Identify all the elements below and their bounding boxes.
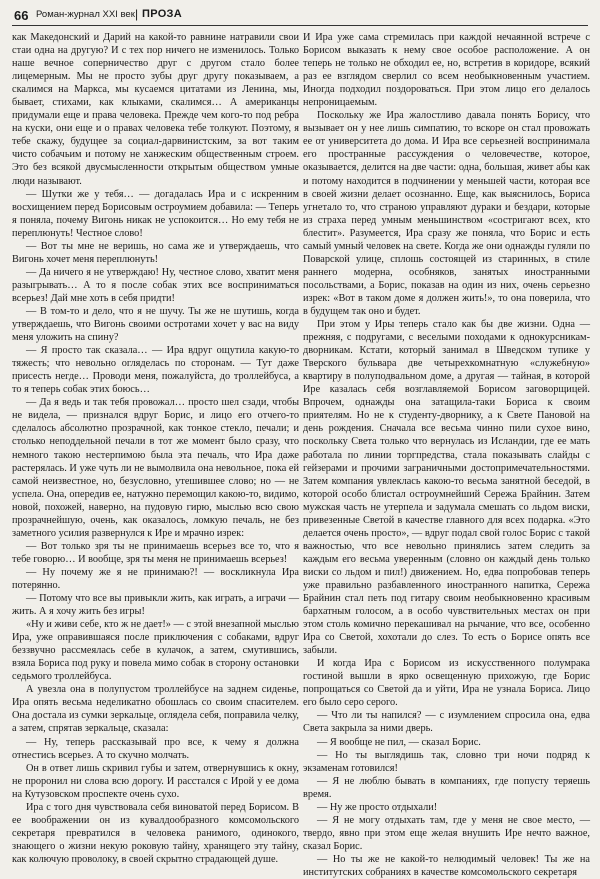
left-text-column	[12, 31, 299, 865]
paragraph: — Ну же просто отдыхали!	[317, 801, 438, 813]
paragraph: — Ну, теперь рассказывай про все, к чему я должна отнестись всерьез. А то скучно молчать.	[12, 736, 299, 761]
right-text-column	[303, 31, 590, 878]
paragraph: — Да я ведь и так тебя провожал… просто шел сзади, чтобы не видела, — признался вдруг Борис, и лицо его отчего-то сделалось абсолютно прозрачной, как тонкое стекло, печали; и столько неподдельной печали в тот же момент было сразу, что немного такою нестерпимою была эта печаль, что Ира даже растерялась. И уже чуть ли не вымолвила она невольное, пока ей самой неизвестное, но, безусловно, утешившее слово; но — не успела. Она, опередив ее, натужно перемощил какою-то, видимо, новой, похожей, наверно, на пудовую гирю, мыслью всю свою прозрачнейшую, очень, как оказалось, ломкую печаль, не без заметного усилия развернулся к Ире и мрачно изрек:	[12, 397, 299, 539]
paragraph: — Что ли ты напился? — с изумлением спросила она, едва Света закрыла за ними дверь.	[303, 710, 590, 735]
paragraph: — Потому что все вы привыкли жить, как играть, а играчи — жить. А я хочу жить без игры!	[12, 593, 299, 618]
paragraph: — Да ничего я не утверждаю! Ну, честное слово, хватит меня разыгрывать… А то я после собак этих все восприниматься всерьез! Дай мне хоть в себя придти!	[12, 266, 299, 304]
column-gutter	[298, 31, 299, 857]
paragraph: Он в ответ лишь скривил губы и затем, отвернувшись к окну, не проронил ни слова всю дорогу. И расстался с Ирой у ее дома на Кутузовском проспекте очень сухо.	[12, 762, 299, 800]
paragraph: — Я не могу отдыхать там, где у меня не свое место, — твердо, явно при этом еще желая внушить Ире нечто важное, сказал Борис.	[303, 814, 590, 852]
paragraph: «Ну и живи себе, кто ж не дает!» — с этой внезапной мыслью Ира, уже оправившаяся после приключения с собаками, вдруг беззвучно рассмеялась себе в кулачок, а затем, смутившись, взяла Бориса под руку и повела мимо собак в сторону остановки седьмого троллейбуса.	[12, 619, 299, 683]
paragraph: При этом у Иры теперь стало как бы две жизни. Одна — прежняя, с подругами, с веселыми походами к однокурсникам-дворникам. Кстати, который занимал в Шведском тупике у Тверского бульвара две четырехкомнатную «служебную» квартиру в полуподвальном доме, а другая — тайная, в которой Ире казалась себя возглавляемой Борисом заговорщицей. Впрочем, однажды она затащила-таки Бориса к своим приятелям. Но не к студенту-дворнику, а к Свете Пановой на день рождения. Сначала все весьма чинно пили сухое вино, поскольку Света только что вернулась из Исландии, где ее мать работала по линии торгпредства, стала показывать слайды с гейзерами и прочими заграничными достопримечательностями. Затем компания увлеклась какою-то весьма занятной беседой, в которой особо блистал остроумнейший Сережа Брайнин. Затем мужская часть не утерпела и задумала смешать со льдом виски, привезенные Светой в качестве главного для всех подарка. «Это делается очень просто», — вдруг подал свой голос Борис с такой важностью, что все невольно принялись затем следить за каждым его весьма уверенным (словно он каждый день только виски со льдом и пил!) движением. Но, едва попробовав теперь уже правильно разбавленного иностранного напитка, Сережа Брайнин стал петь под гитару своим необыкновенно красивым бархатным голосом, а в особо чувствительных местах он при этом столь комично перекашивал на рычание, что все, особенно Ира со Светой, хохотали до слез. То есть о Борисе опять все забыли.	[303, 319, 590, 657]
paragraph: — Я просто так сказала… — Ира вдруг ощутила какую-то тяжесть; что невольно огляделась по сторонам. — Тут даже присесть негде… Проводи меня, пожалуйста, до троллейбуса, а то я теперь собак этих боюсь…	[12, 345, 299, 396]
paragraph: Поскольку же Ира жалостливо давала понять Борису, что вызывает он у нее лишь симпатию, то вскоре он стал провожать ее от университета до дома. И Ира все серьезней воспринимала его пространные рассуждения о человечестве, которое, оказывается, делится на две части: одна, большая, живет абы как и потому находится в подчинении у меньшей части, которая все в своей жизни делает осознанно. Еще, как выяснилось, Бориса угнетало то, что страною управляют дураки и бездари, которые из страха перед умным меньшинством «состригают всех, кто блестит». Разумеется, Ира сразу же поняла, что Борис и есть самый умный человек на свете. Когда же они однажды гуляли по Поварской улице, сплошь состоящей из старинных, в стиле раннего модерна, особняков, занятых иностранными посольствами, а Борис, показав на один из них, очень серьезно изрек: «Вот в таком доме я должен жить!», то она поверила, что в будущем так оно и будет.	[303, 110, 590, 317]
paragraph: как Македонский и Дарий на какой-то равнине натравили свои стаи одна на другую? И с тех пор ничего не изменилось. Только наше вечное соперничество друг с другом стало более лицемерным. Мы не просто зубы друг другу показываем, а скалимся на Маркса, мы кусаемся цитатами из Ленина, мы, бывает, стихами, как клыками, скалимся… А американцы придумали еще и права человека. Прежде чем кого-то под ребра на куски, они еще и о правах человека тебе толкуют. Поэтому, я тебе скажу, будущее за социал-дарвинистским, за вот таким чисто собачьим и потому не ханжеским общественным строем. Это без всякой двусмысленности открытым обществом умные люди называют.	[12, 32, 299, 187]
paragraph: — Я не люблю бывать в компаниях, где попусту теряешь время.	[303, 775, 590, 800]
paragraph: — Шутки же у тебя… — догадалась Ира и с искренним восхищением перед Борисовым остроумием добавила: — Теперь я поняла, почему Вигонь никак не успокоится… Но ему тебя не переплюнуть! Честное слово!	[12, 188, 299, 239]
paragraph: И когда Ира с Борисом из искусственного полумрака гостиной вышли в ярко освещенную прихожую, где Борис попрощаться со Светой да и уйти, Ира не узнала Бориса. Лицо его было серо серого.	[303, 658, 590, 709]
journal-title: Роман-журнал XXI век	[36, 9, 135, 20]
paragraph: — Я вообще не пил, — сказал Борис.	[317, 736, 481, 748]
paragraph: И Ира уже сама стремилась при каждой нечаянной встрече с Борисом выказать к нему свое особое расположение. А он теперь не только не обходил ее, но, встретив в коридоре, всякий раз ее взглядом сверлил со всем необыкновенным участием. Иногда подходил поздороваться. При этом лицо его делалось непроницаемым.	[303, 32, 590, 109]
paragraph: — Но ты же не какой-то нелюдимый человек! Ты же на институтских собраниях в качестве комсомольского секретаря	[303, 853, 590, 878]
paragraph: — Но ты выглядишь так, словно три ночи подряд к экзаменам готовился!	[303, 749, 590, 774]
page-number: 66	[14, 8, 29, 23]
section-title: ПРОЗА	[142, 8, 182, 20]
running-header	[12, 4, 588, 26]
paragraph: — Вот только зря ты не принимаешь всерьез все то, что я тебе говорю… И вообще, зря ты меня не принимаешь всерьез!	[12, 540, 299, 565]
paragraph: Ира с того дня чувствовала себя виноватой перед Борисом. В ее воображении он из кувалдообразного комсомольского секретаря превратился в человека ранимого, одинокого, знающего о жизни некую роковую тайну, хранящего эту тайну, как колючую проволоку, в своей скрытно страдающей душе.	[12, 801, 299, 865]
paragraph: А увезла она в полупустом троллейбусе на заднем сиденье, Ира опять весьма неделикатно обошлась со своим спасителем. Она достала из сумки зеркальце, оглядела себя, поправила челку, а затем, спрятав зеркальце, сказала:	[12, 684, 299, 735]
header-separator: |	[135, 7, 139, 21]
paragraph: — В том-то и дело, что я не шучу. Ты же не шутишь, когда утверждаешь, что Вигонь своими остротами хочет у вас на виду меня уложить на спину?	[12, 305, 299, 344]
paragraph: — Ну почему же я не принимаю?! — воскликнула Ира потерянно.	[12, 566, 299, 591]
header-rule	[12, 25, 588, 26]
paragraph: — Вот ты мне не веришь, но сама же и утверждаешь, что Вигонь хочет меня переплюнуть!	[12, 240, 299, 265]
